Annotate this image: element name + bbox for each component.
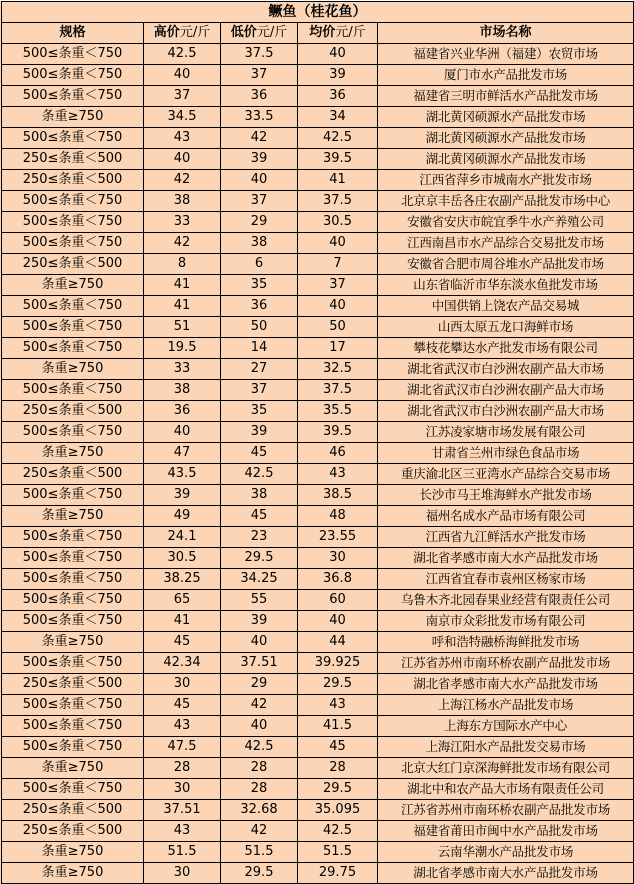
cell-low-price: 29.5 (221, 863, 298, 884)
cell-low-price: 42 (221, 128, 298, 149)
cell-avg-price: 30 (298, 548, 378, 569)
cell-spec: 条重≥750 (2, 632, 144, 653)
cell-avg-price: 36.8 (298, 569, 378, 590)
cell-spec: 250≤条重＜500 (2, 401, 144, 422)
cell-market-name: 安徽省合肥市周谷堆水产品批发市场 (378, 254, 634, 275)
cell-spec: 500≤条重＜750 (2, 653, 144, 674)
cell-high-price: 47 (144, 443, 221, 464)
table-body (2, 44, 634, 884)
cell-spec: 250≤条重＜500 (2, 800, 144, 821)
cell-spec: 条重≥750 (2, 359, 144, 380)
cell-avg-price: 51.5 (298, 842, 378, 863)
table-row (2, 149, 634, 170)
cell-high-price: 40 (144, 422, 221, 443)
cell-market-name: 江西省萍乡市城南水产批发市场 (378, 170, 634, 191)
cell-market-name: 湖北黄冈硕源水产品批发市场 (378, 107, 634, 128)
table-row (2, 632, 634, 653)
header-market: 市场名称 (378, 23, 634, 44)
cell-high-price: 65 (144, 590, 221, 611)
cell-high-price: 30.5 (144, 548, 221, 569)
cell-high-price: 51.5 (144, 842, 221, 863)
cell-high-price: 43 (144, 128, 221, 149)
cell-market-name: 甘肃省兰州市绿色食品市场 (378, 443, 634, 464)
cell-avg-price: 34 (298, 107, 378, 128)
cell-avg-price: 37.5 (298, 380, 378, 401)
price-table (1, 1, 634, 884)
table-row (2, 86, 634, 107)
cell-spec: 500≤条重＜750 (2, 527, 144, 548)
cell-avg-price: 41 (298, 170, 378, 191)
header-avg-label: 均价 (309, 25, 336, 40)
table-row (2, 128, 634, 149)
cell-low-price: 37 (221, 65, 298, 86)
cell-avg-price: 28 (298, 758, 378, 779)
table-row (2, 527, 634, 548)
table-row (2, 737, 634, 758)
cell-high-price: 37.51 (144, 800, 221, 821)
table-row (2, 548, 634, 569)
cell-market-name: 福建省兴业华洲（福建）农贸市场 (378, 44, 634, 65)
table-row (2, 443, 634, 464)
cell-spec: 条重≥750 (2, 863, 144, 884)
cell-market-name: 江苏省苏州市南环桥农副产品批发市场 (378, 653, 634, 674)
header-high-label: 高价 (153, 25, 180, 40)
cell-market-name: 安徽省安庆市皖宜季牛水产养殖公司 (378, 212, 634, 233)
cell-avg-price: 48 (298, 506, 378, 527)
cell-market-name: 江西南昌市水产品综合交易批发市场 (378, 233, 634, 254)
cell-high-price: 40 (144, 65, 221, 86)
table-row (2, 842, 634, 863)
cell-low-price: 37.5 (221, 44, 298, 65)
table-row (2, 170, 634, 191)
cell-low-price: 39 (221, 422, 298, 443)
cell-avg-price: 46 (298, 443, 378, 464)
cell-avg-price: 32.5 (298, 359, 378, 380)
cell-spec: 条重≥750 (2, 275, 144, 296)
cell-avg-price: 7 (298, 254, 378, 275)
table-row (2, 422, 634, 443)
header-low (221, 23, 298, 44)
cell-spec: 500≤条重＜750 (2, 611, 144, 632)
table-row (2, 569, 634, 590)
cell-market-name: 上海东方国际水产中心 (378, 716, 634, 737)
cell-low-price: 29.5 (221, 548, 298, 569)
table-row (2, 254, 634, 275)
cell-high-price: 42.34 (144, 653, 221, 674)
cell-market-name: 攀枝花攀达水产批发市场有限公司 (378, 338, 634, 359)
cell-avg-price: 35.5 (298, 401, 378, 422)
cell-market-name: 北京京丰岳各庄农副产品批发市场中心 (378, 191, 634, 212)
table-row (2, 590, 634, 611)
cell-low-price: 39 (221, 611, 298, 632)
title-row (2, 2, 634, 23)
table-row (2, 107, 634, 128)
cell-high-price: 38.25 (144, 569, 221, 590)
cell-high-price: 45 (144, 695, 221, 716)
cell-low-price: 36 (221, 296, 298, 317)
cell-low-price: 37.51 (221, 653, 298, 674)
table-row (2, 317, 634, 338)
cell-high-price: 51 (144, 317, 221, 338)
spreadsheet-sheet (0, 1, 634, 884)
cell-market-name: 南京市众彩批发市场有限公司 (378, 611, 634, 632)
cell-avg-price: 40 (298, 611, 378, 632)
table-row (2, 191, 634, 212)
table-row (2, 464, 634, 485)
cell-spec: 500≤条重＜750 (2, 191, 144, 212)
table-row (2, 401, 634, 422)
header-spec: 规格 (2, 23, 144, 44)
cell-market-name: 福建省三明市鲜活水产品批发市场 (378, 86, 634, 107)
cell-high-price: 33 (144, 359, 221, 380)
cell-high-price: 33 (144, 212, 221, 233)
cell-high-price: 37 (144, 86, 221, 107)
cell-market-name: 山西太原五龙口海鲜市场 (378, 317, 634, 338)
table-row (2, 485, 634, 506)
table-row (2, 800, 634, 821)
cell-high-price: 38 (144, 380, 221, 401)
cell-low-price: 50 (221, 317, 298, 338)
table-row (2, 758, 634, 779)
cell-low-price: 34.25 (221, 569, 298, 590)
cell-avg-price: 50 (298, 317, 378, 338)
cell-market-name: 江苏凌家塘市场发展有限公司 (378, 422, 634, 443)
cell-avg-price: 38.5 (298, 485, 378, 506)
table-row (2, 44, 634, 65)
cell-spec: 条重≥750 (2, 842, 144, 863)
cell-market-name: 福建省莆田市闽中水产品批发市场 (378, 821, 634, 842)
cell-low-price: 51.5 (221, 842, 298, 863)
cell-spec: 250≤条重＜500 (2, 149, 144, 170)
cell-spec: 250≤条重＜500 (2, 464, 144, 485)
table-row (2, 275, 634, 296)
cell-low-price: 27 (221, 359, 298, 380)
table-row (2, 380, 634, 401)
header-high (144, 23, 221, 44)
cell-spec: 500≤条重＜750 (2, 338, 144, 359)
cell-avg-price: 43 (298, 464, 378, 485)
table-row (2, 338, 634, 359)
cell-spec: 条重≥750 (2, 758, 144, 779)
cell-avg-price: 39 (298, 65, 378, 86)
cell-high-price: 42.5 (144, 44, 221, 65)
cell-avg-price: 39.5 (298, 149, 378, 170)
table-row (2, 863, 634, 884)
cell-avg-price: 42.5 (298, 128, 378, 149)
cell-avg-price: 29.5 (298, 674, 378, 695)
header-row (2, 23, 634, 44)
table-row (2, 821, 634, 842)
cell-spec: 500≤条重＜750 (2, 422, 144, 443)
cell-low-price: 40 (221, 170, 298, 191)
cell-spec: 250≤条重＜500 (2, 674, 144, 695)
cell-low-price: 45 (221, 506, 298, 527)
table-row (2, 653, 634, 674)
cell-spec: 条重≥750 (2, 107, 144, 128)
cell-avg-price: 30.5 (298, 212, 378, 233)
cell-high-price: 19.5 (144, 338, 221, 359)
table-row (2, 674, 634, 695)
cell-market-name: 福州名成水产品市场有限公司 (378, 506, 634, 527)
cell-low-price: 37 (221, 380, 298, 401)
cell-low-price: 29 (221, 674, 298, 695)
cell-spec: 500≤条重＜750 (2, 65, 144, 86)
cell-high-price: 47.5 (144, 737, 221, 758)
cell-high-price: 28 (144, 758, 221, 779)
table-row (2, 296, 634, 317)
cell-market-name: 山东省临沂市华东淡水鱼批发市场 (378, 275, 634, 296)
cell-high-price: 34.5 (144, 107, 221, 128)
table-row (2, 506, 634, 527)
cell-low-price: 23 (221, 527, 298, 548)
cell-avg-price: 45 (298, 737, 378, 758)
cell-high-price: 43 (144, 716, 221, 737)
cell-avg-price: 44 (298, 632, 378, 653)
cell-low-price: 42 (221, 695, 298, 716)
cell-spec: 500≤条重＜750 (2, 317, 144, 338)
cell-market-name: 乌鲁木齐北园春果业经营有限责任公司 (378, 590, 634, 611)
cell-low-price: 33.5 (221, 107, 298, 128)
cell-low-price: 35 (221, 401, 298, 422)
table-row (2, 65, 634, 86)
cell-spec: 500≤条重＜750 (2, 380, 144, 401)
cell-low-price: 6 (221, 254, 298, 275)
cell-spec: 500≤条重＜750 (2, 485, 144, 506)
table-row (2, 212, 634, 233)
cell-spec: 500≤条重＜750 (2, 695, 144, 716)
cell-low-price: 28 (221, 758, 298, 779)
cell-avg-price: 36 (298, 86, 378, 107)
cell-market-name: 云南华潮水产品批发市场 (378, 842, 634, 863)
cell-market-name: 湖北省武汉市白沙洲农副产品大市场 (378, 401, 634, 422)
cell-low-price: 55 (221, 590, 298, 611)
cell-market-name: 长沙市马王堆海鲜水产批发市场 (378, 485, 634, 506)
cell-avg-price: 39.925 (298, 653, 378, 674)
cell-high-price: 38 (144, 191, 221, 212)
cell-avg-price: 41.5 (298, 716, 378, 737)
header-high-unit: 元/斤 (179, 25, 211, 40)
cell-avg-price: 40 (298, 44, 378, 65)
cell-low-price: 38 (221, 485, 298, 506)
cell-low-price: 29 (221, 212, 298, 233)
cell-spec: 250≤条重＜500 (2, 170, 144, 191)
cell-spec: 条重≥750 (2, 506, 144, 527)
cell-market-name: 湖北省武汉市白沙洲农副产品大市场 (378, 380, 634, 401)
cell-spec: 500≤条重＜750 (2, 737, 144, 758)
cell-market-name: 湖北黄冈硕源水产品批发市场 (378, 128, 634, 149)
cell-spec: 500≤条重＜750 (2, 44, 144, 65)
cell-low-price: 32.68 (221, 800, 298, 821)
cell-spec: 250≤条重＜500 (2, 254, 144, 275)
table-title: 鳜鱼（桂花鱼） (2, 2, 634, 23)
table-row (2, 233, 634, 254)
cell-spec: 500≤条重＜750 (2, 779, 144, 800)
cell-market-name: 呼和浩特融桥海鲜批发市场 (378, 632, 634, 653)
cell-low-price: 42 (221, 821, 298, 842)
cell-high-price: 30 (144, 674, 221, 695)
cell-market-name: 北京大红门京深海鲜批发市场有限公司 (378, 758, 634, 779)
cell-avg-price: 23.55 (298, 527, 378, 548)
cell-market-name: 江苏省苏州市南环桥农副产品批发市场 (378, 800, 634, 821)
cell-avg-price: 17 (298, 338, 378, 359)
table-row (2, 611, 634, 632)
cell-spec: 500≤条重＜750 (2, 590, 144, 611)
cell-market-name: 湖北省孝感市南大水产品批发市场 (378, 548, 634, 569)
cell-avg-price: 40 (298, 296, 378, 317)
cell-high-price: 45 (144, 632, 221, 653)
cell-market-name: 重庆渝北区三亚湾水产品综合交易市场 (378, 464, 634, 485)
cell-low-price: 42.5 (221, 737, 298, 758)
cell-market-name: 湖北中和农产品大市场有限责任公司 (378, 779, 634, 800)
cell-high-price: 36 (144, 401, 221, 422)
table-row (2, 716, 634, 737)
cell-spec: 条重≥750 (2, 443, 144, 464)
cell-low-price: 40 (221, 632, 298, 653)
cell-low-price: 36 (221, 86, 298, 107)
cell-market-name: 湖北黄冈硕源水产品批发市场 (378, 149, 634, 170)
cell-low-price: 37 (221, 191, 298, 212)
cell-low-price: 35 (221, 275, 298, 296)
header-low-unit: 元/斤 (256, 25, 288, 40)
cell-avg-price: 37.5 (298, 191, 378, 212)
cell-low-price: 39 (221, 149, 298, 170)
cell-avg-price: 37 (298, 275, 378, 296)
cell-high-price: 41 (144, 296, 221, 317)
cell-high-price: 8 (144, 254, 221, 275)
cell-low-price: 40 (221, 716, 298, 737)
cell-avg-price: 42.5 (298, 821, 378, 842)
cell-avg-price: 29.75 (298, 863, 378, 884)
cell-avg-price: 29.5 (298, 779, 378, 800)
cell-high-price: 30 (144, 863, 221, 884)
cell-market-name: 湖北省武汉市白沙洲农副产品大市场 (378, 359, 634, 380)
cell-high-price: 41 (144, 611, 221, 632)
cell-high-price: 30 (144, 779, 221, 800)
cell-avg-price: 40 (298, 233, 378, 254)
header-avg (298, 23, 378, 44)
cell-spec: 500≤条重＜750 (2, 296, 144, 317)
cell-market-name: 上海江阳水产品批发交易市场 (378, 737, 634, 758)
table-row (2, 359, 634, 380)
cell-low-price: 14 (221, 338, 298, 359)
cell-spec: 500≤条重＜750 (2, 233, 144, 254)
cell-spec: 500≤条重＜750 (2, 128, 144, 149)
cell-low-price: 45 (221, 443, 298, 464)
cell-market-name: 厦门市水产品批发市场 (378, 65, 634, 86)
cell-spec: 500≤条重＜750 (2, 569, 144, 590)
cell-high-price: 39 (144, 485, 221, 506)
cell-market-name: 中国供销上饶农产品交易城 (378, 296, 634, 317)
cell-spec: 500≤条重＜750 (2, 548, 144, 569)
cell-avg-price: 43 (298, 695, 378, 716)
cell-market-name: 湖北省孝感市南大水产品批发市场 (378, 674, 634, 695)
cell-low-price: 38 (221, 233, 298, 254)
cell-high-price: 49 (144, 506, 221, 527)
cell-spec: 500≤条重＜750 (2, 716, 144, 737)
cell-high-price: 42 (144, 233, 221, 254)
cell-high-price: 40 (144, 149, 221, 170)
cell-spec: 500≤条重＜750 (2, 86, 144, 107)
header-low-label: 低价 (230, 25, 257, 40)
cell-high-price: 24.1 (144, 527, 221, 548)
cell-spec: 250≤条重＜500 (2, 821, 144, 842)
cell-high-price: 42 (144, 170, 221, 191)
header-avg-unit: 元/斤 (335, 25, 366, 40)
cell-avg-price: 35.095 (298, 800, 378, 821)
cell-market-name: 湖北省孝感市南大水产品批发市场 (378, 863, 634, 884)
cell-market-name: 江西省九江鲜活水产批发市场 (378, 527, 634, 548)
cell-low-price: 42.5 (221, 464, 298, 485)
cell-low-price: 28 (221, 779, 298, 800)
table-row (2, 695, 634, 716)
cell-high-price: 43.5 (144, 464, 221, 485)
cell-avg-price: 39.5 (298, 422, 378, 443)
cell-avg-price: 60 (298, 590, 378, 611)
cell-spec: 500≤条重＜750 (2, 212, 144, 233)
cell-market-name: 上海江杨水产品批发市场 (378, 695, 634, 716)
cell-high-price: 43 (144, 821, 221, 842)
table-row (2, 779, 634, 800)
cell-market-name: 江西省宜春市袁州区杨家市场 (378, 569, 634, 590)
cell-high-price: 41 (144, 275, 221, 296)
